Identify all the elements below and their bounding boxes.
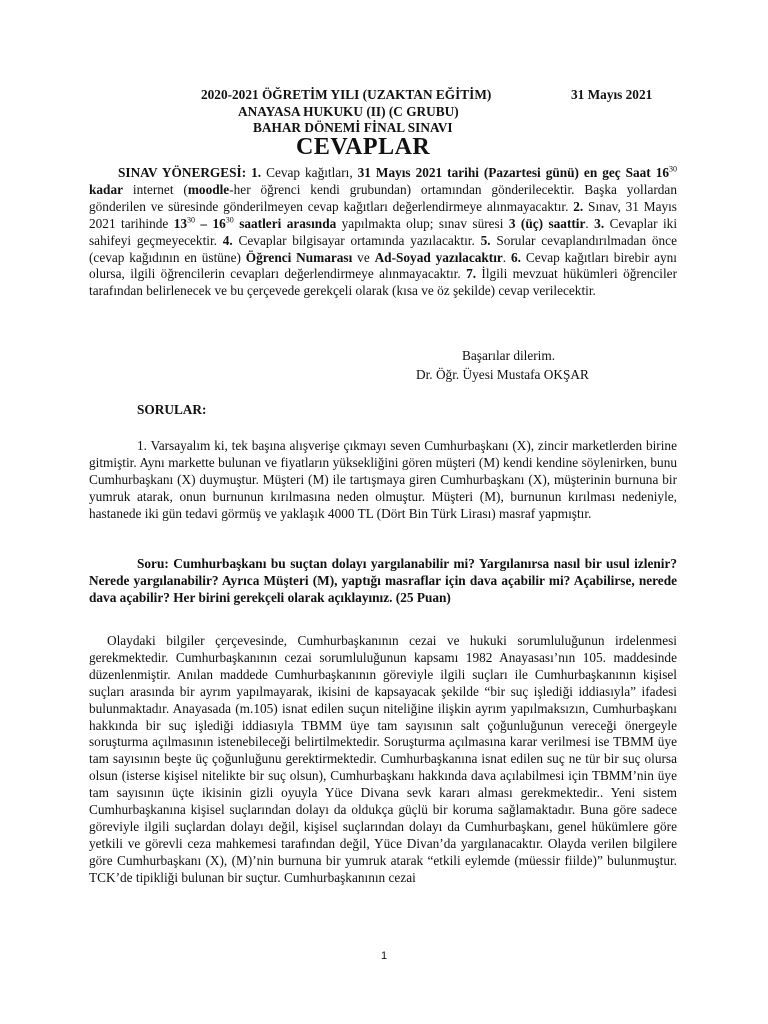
text: Cevaplar bilgisayar ortamında yazılacaktır. [232, 232, 481, 248]
page-title: CEVAPLAR [296, 134, 431, 160]
question-1-text [89, 438, 677, 523]
item-number: 6. [510, 249, 521, 265]
text: Cevap kağıtları, [261, 165, 358, 180]
text: Sınav, 31 Mayıs 2021 tarihinde [89, 198, 677, 231]
superscript: 30 [669, 164, 678, 174]
text: -her öğrenci kendi grubundan) ortamından gönderilecektir. Başka yollardan gönderilen ve süresinde gönderilmeyen cevap kağıtları değerlendirmeye alınmayacaktır. [89, 181, 677, 214]
text: Sorular cevaplandırılmadan önce (cevap kağıdının en üstüne) [89, 232, 677, 265]
item-number: 3. [594, 215, 605, 231]
item-number: 1. [251, 165, 262, 180]
header-exam: BAHAR DÖNEMİ FİNAL SINAVI [253, 120, 453, 135]
text: . [585, 215, 595, 231]
exam-instructions [89, 165, 677, 300]
signature-name: Dr. Öğr. Üyesi Mustafa OKŞAR [416, 367, 589, 382]
item-number: 4. [222, 232, 233, 248]
text: yapılmakta olup; sınav süresi [336, 215, 509, 231]
text: internet ( [123, 181, 188, 197]
text-bold: 13 [173, 215, 187, 231]
superscript: 30 [225, 215, 234, 225]
text: İlgili mevzuat hükümleri öğrenciler tarafından belirlenecek ve bu çerçevede gerekçeli olarak (kısa ve öz şekilde) cevap verilecektir. [89, 266, 677, 299]
text: Cevap kağıtları birebir aynı olursa, ilgili öğrencilerin cevapları değerlendirmeye alınmayacaktır. [89, 249, 677, 282]
text-bold: kadar [89, 181, 123, 197]
item-number: 5. [480, 232, 491, 248]
item-number: 2. [573, 198, 584, 214]
text: Cevaplar iki sahifeyi geçmeyecektir. [89, 215, 678, 248]
page-number: 1 [380, 950, 388, 962]
instructions-label: SINAV YÖNERGESİ: [118, 165, 247, 180]
text-bold: Ad-Soyad yazılacaktır [374, 249, 503, 265]
signature-wish: Başarılar dilerim. [462, 348, 556, 363]
header-date: 31 Mayıs 2021 [571, 87, 653, 102]
question-number: 1. [137, 438, 147, 453]
text: . [502, 249, 511, 265]
item-number: 7. [466, 266, 477, 282]
answer-text: Olaydaki bilgiler çerçevesinde, Cumhurbaşkanının cezai ve hukuki sorumluluğunun irdelenmesi gerekmektedir. Cumhurbaşkanının cezai sorumluluğunun kapsamı 1982 Anayasası’nın 105. maddesinde düzenlenmiştir. Anılan maddede Cumhurbaşkanının göreviyle ilgili suçları ile Cumhurbaşkanının kişisel suçları arasında bir ayrım yapılmayarak, ikisini de kapsayacak şekilde “bir suç işlediği iddiasıyla” ifadesi bulunmaktadır. Anayasada (m.105) isnat edilen suçun niteliğine ilişkin ayrım yapılmaksızın, Cumhurbaşkanı hakkında bir suç işlediği iddiasıyla TBMM üye tam sayısının salt çoğunluğunun vereceği önergeyle soruşturma açılmasının istenebileceği belirtilmektedir. Soruşturma açılmasına karar verilmesi ise TBMM üye tam sayısının beşte üç çoğunluğunu gerektirmektedir. Cumhurbaşkanına isnat edilen suç ne tür bir suç olursa olsun (isterse kişisel nitelikte bir suç olsun), Cumhurbaşkanı hakkında dava açılabilmesi için TBMM’nin üye tam sayısının üçte ikisinin gizli oyuyla Yüce Divana sevk kararı alması gerekmektedir.. Yeni sistem Cumhurbaşkanına kişisel suçlarından dolayı da oldukça güçlü bir koruma sağlamaktadır. Buna göre sadece göreviyle ilgili suçlardan dolayı değil, kişisel suçlarından dolayı da Cumhurbaşkanı, genel hükümlere göre yetkili ve görevli ceza mahkemesi tarafından değil, Yüce Divan’da yargılanacaktır. Olayda verilen bilgilere göre Cumhurbaşkanı (X), (M)’nin burnuna bir yumruk atarak “etkili eylemde (müessir fiilde)” bulunmuştur. TCK’de tipikliği bulunan bir suçtur. Cumhurbaşkanının cezai [89, 633, 677, 885]
questions-heading: SORULAR: [137, 402, 207, 417]
text-bold: saatleri arasında [233, 215, 337, 231]
header-line-1: 2020-2021 ÖĞRETİM YILI (UZAKTAN EĞİTİM) [201, 87, 492, 102]
text-bold: 3 (üç) saattir [508, 215, 586, 231]
question-scenario: Varsayalım ki, tek başına alışverişe çıkmayı seven Cumhurbaşkanı (X), zincir marketlerden birine gitmiştir. Aynı markette bulunan ve fiyatların yüksekliğini gören müşteri (M) kendi kendine söylenirken, bunu Cumhurbaşkanı (X) duymuştur. Müşteri (M) ile tartışmaya giren Cumhurbaşkanı (X), müşterinin burnuna bir yumruk atarak, onun burnunun kırılmasına neden olmuştur. Müşteri (M), burnunun kırılması nedeniyle, hastanede iki gün tedavi görmüş ve yaklaşık 4000 TL (Dört Bin Türk Lirası) masraf yapmıştır. [89, 438, 677, 521]
text-bold: – 16 [195, 215, 226, 231]
moodle-text: moodle [187, 181, 230, 197]
question-1-prompt: Soru: Cumhurbaşkanı bu suçtan dolayı yargılanabilir mi? Yargılanırsa nasıl bir usul izlenir? Nerede yargılanabilir? Ayrıca Müşteri (M), yaptığı masraflar için dava açabilir mi? Açabilirse, nerede dava açabilir? Her birini gerekçeli olarak açıklayınız. (25 Puan) [89, 556, 677, 605]
superscript: 30 [187, 215, 195, 225]
deadline-text: 31 Mayıs 2021 tarihi (Pazartesi günü) en geç Saat 16 [357, 165, 670, 180]
text-bold: Öğrenci Numarası [245, 249, 353, 265]
header-course: ANAYASA HUKUKU (II) (C GRUBU) [238, 104, 459, 119]
text: ve [352, 249, 375, 265]
